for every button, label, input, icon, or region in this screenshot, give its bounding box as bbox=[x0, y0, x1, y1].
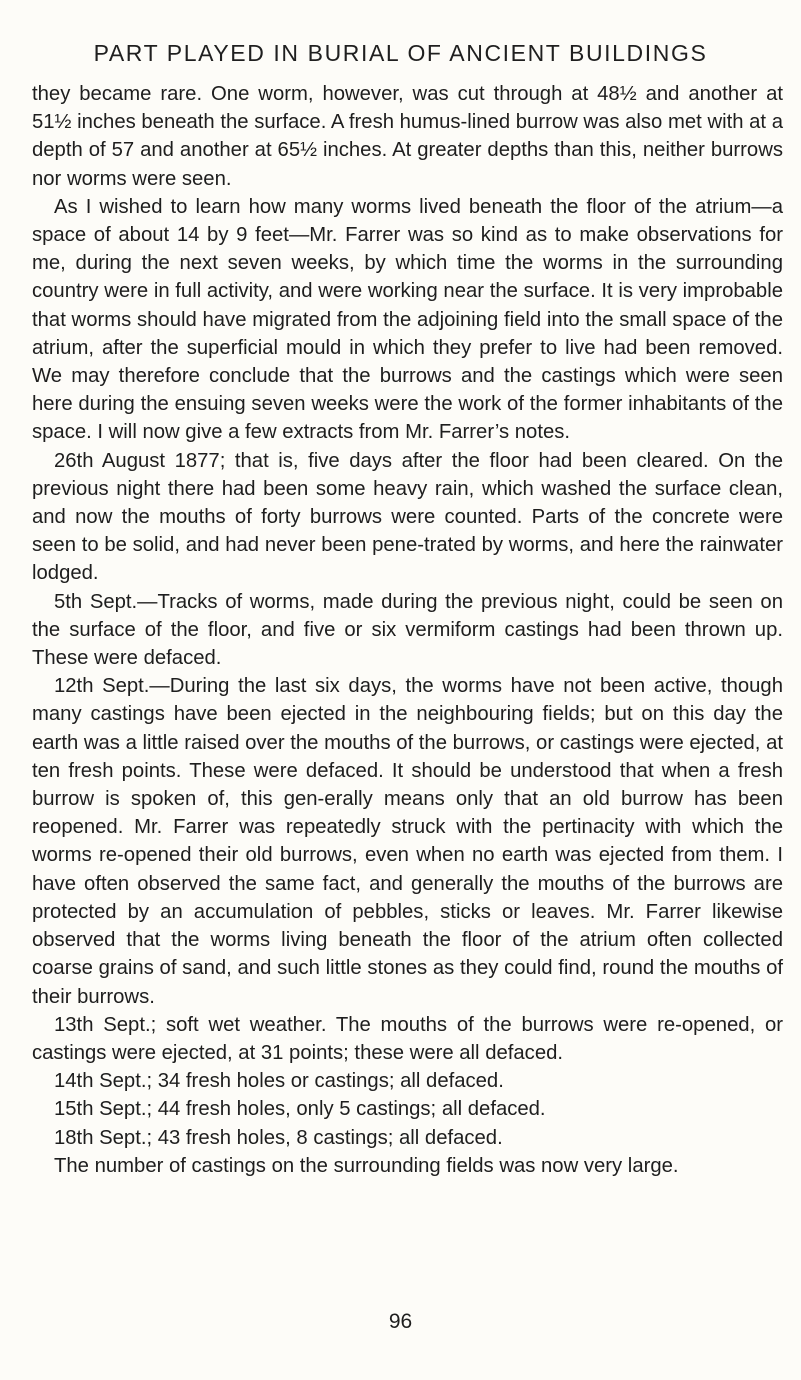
paragraph: 15th Sept.; 44 fresh holes, only 5 castings; all defaced. bbox=[54, 1098, 546, 1121]
paragraph: 12th Sept.—During the last six days, the worms have not been active, though many castings have been ejected in the neighbouring fields; but on this day the earth was a little raised over the mouths of the burrows, or castings were ejected, at ten fresh points. These were defaced. It should be understood that when a fresh burrow is spoken of, this gen-erally means only that an old burrow has been reopened. Mr. Farrer was repeatedly struck with the pertinacity with which the worms re-opened their old burrows, even when no earth was ejected from them. I have often observed the same fact, and generally the mouths of the burrows are protected by an accumulation of pebbles, sticks or leaves. Mr. Farrer likewise observed that the worms living beneath the floor of the atrium often collected coarse grains of sand, and such little stones as they could find, round the mouths of their burrows. bbox=[32, 675, 783, 1008]
paragraph: The number of castings on the surrounding fields was now very large. bbox=[54, 1154, 679, 1177]
paragraph: 13th Sept.; soft wet weather. The mouths of the burrows were re-opened, or castings were ejected, at 31 points; these were all defaced. bbox=[32, 1013, 783, 1064]
running-head: PART PLAYED IN BURIAL OF ANCIENT BUILDINGS bbox=[93, 40, 708, 66]
paragraph: 14th Sept.; 34 fresh holes or castings; all defaced. bbox=[54, 1070, 504, 1093]
body-text bbox=[32, 80, 783, 1180]
paragraph: 26th August 1877; that is, five days after the floor had been cleared. On the previous night there had been some heavy rain, which washed the surface clean, and now the mouths of forty burrows were counted. Parts of the concrete were seen to be solid, and had never been pene-trated by worms, and here the rainwater lodged. bbox=[32, 449, 783, 585]
page-number: 96 bbox=[388, 1310, 413, 1333]
paragraph: As I wished to learn how many worms lived beneath the floor of the atrium—a space of about 14 by 9 feet—Mr. Farrer was so kind as to make observations for me, during the next seven weeks, by which time the worms in the surrounding country were in full activity, and were working near the surface. It is very improbable that worms should have migrated from the adjoining field into the small space of the atrium, after the superficial mould in which they prefer to live had been removed. We may therefore conclude that the burrows and the castings which were seen here during the ensuing seven weeks were the work of the former inhabitants of the space. I will now give a few extracts from Mr. Farrer’s notes. bbox=[32, 195, 783, 444]
paragraph: they became rare. One worm, however, was cut through at 48½ and another at 51½ inches beneath the surface. A fresh humus-lined burrow was also met with at a depth of 57 and another at 65½ inches. At greater depths than this, neither burrows nor worms were seen. bbox=[32, 83, 783, 190]
paragraph: 5th Sept.—Tracks of worms, made during the previous night, could be seen on the surface of the floor, and five or six vermiform castings had been thrown up. These were defaced. bbox=[32, 590, 783, 670]
paragraph: 18th Sept.; 43 fresh holes, 8 castings; all defaced. bbox=[54, 1126, 503, 1149]
